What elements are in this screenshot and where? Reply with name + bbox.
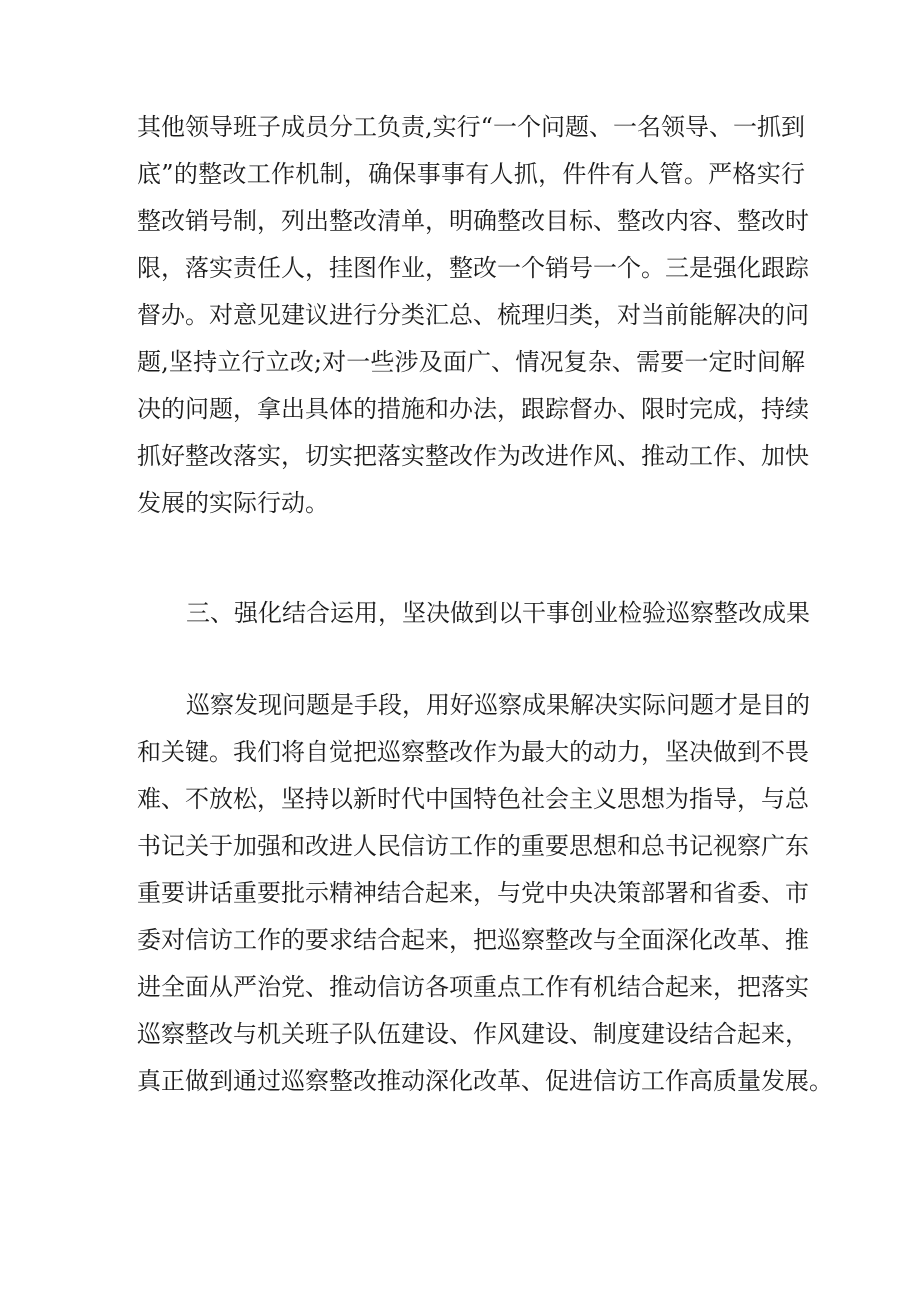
paragraph-rectification-mechanism [137,104,809,527]
text-line: 重要讲话重要批示精神结合起来，与党中央决策部署和省委、市 [137,879,809,907]
text-line: 难、不放松，坚持以新时代中国特色社会主义思想为指导，与总 [137,785,809,813]
text-line: 底”的整改工作机制，确保事事有人抓，件件有人管。严格实行 [137,160,805,188]
text-line: 限，落实责任人，挂图作业，整改一个销号一个。三是强化跟踪 [137,254,809,282]
text-line: 委对信访工作的要求结合起来，把巡察整改与全面深化改革、推 [137,926,809,954]
text-line: 抓好整改落实，切实把落实整改作为改进作风、推动工作、加快 [137,442,809,470]
paragraph-combined-application [137,682,833,1105]
text-line: 题,坚持立行立改;对一些涉及面广、情况复杂、需要一定时间解 [137,348,805,376]
section-heading: 三、强化结合运用，坚决做到以干事创业检验巡察整改成果 [186,599,810,627]
text-line: 和关键。我们将自觉把巡察整改作为最大的动力，坚决做到不畏 [137,738,809,766]
text-line: 发展的实际行动。 [137,489,329,517]
text-line: 督办。对意见建议进行分类汇总、梳理归类，对当前能解决的问 [137,301,809,329]
text-line: 其他领导班子成员分工负责,实行“一个问题、一名领导、一抓到 [137,113,805,141]
text-line: 巡察整改与机关班子队伍建设、作风建设、制度建设结合起来， [137,1020,809,1048]
text-line: 整改销号制，列出整改清单，明确整改目标、整改内容、整改时 [137,207,809,235]
text-line: 决的问题，拿出具体的措施和办法，跟踪督办、限时完成，持续 [137,395,809,423]
text-line: 巡察发现问题是手段，用好巡察成果解决实际问题才是目的 [186,691,810,719]
text-line: 进全面从严治党、推动信访各项重点工作有机结合起来，把落实 [137,973,809,1001]
text-line: 真正做到通过巡察整改推动深化改革、促进信访工作高质量发展。 [137,1067,833,1095]
text-line: 书记关于加强和改进人民信访工作的重要思想和总书记视察广东 [137,832,809,860]
